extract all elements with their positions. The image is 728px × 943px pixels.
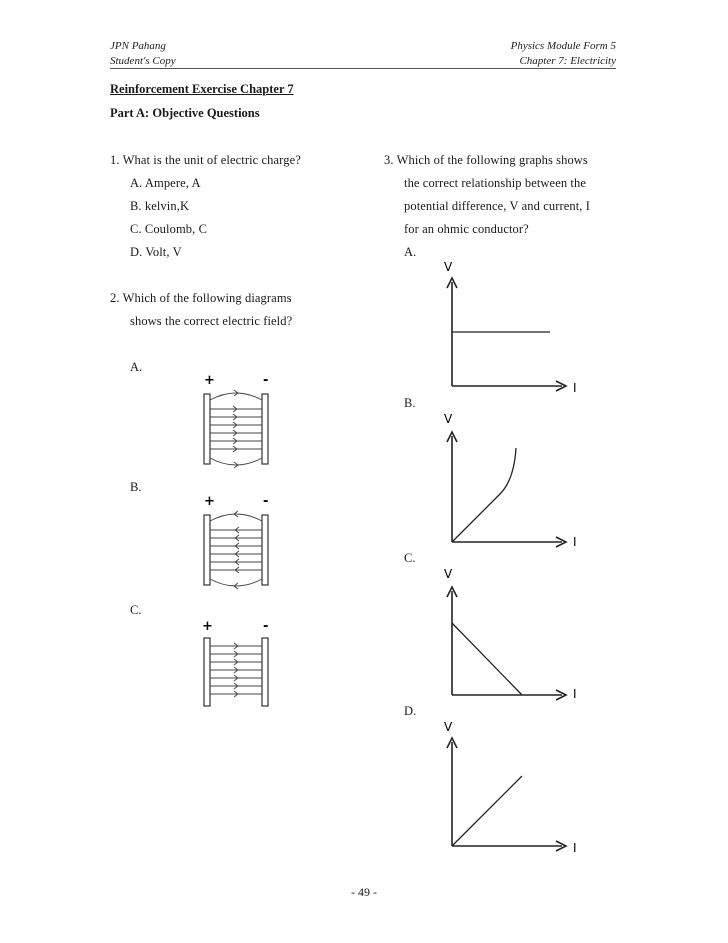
header-right-line1: Physics Module Form 5	[510, 40, 616, 52]
graph-c	[438, 565, 588, 700]
q3-stem-line3: potential difference, V and current, I	[404, 199, 591, 213]
q1-stem: 1. What is the unit of electric charge?	[110, 153, 301, 167]
minus-sign: -	[263, 494, 269, 509]
field-diagram-c	[196, 618, 286, 713]
page-number: - 49 -	[351, 885, 377, 899]
q3-stem-line2: the correct relationship between the	[404, 176, 586, 190]
q3-option-d-label: D.	[404, 704, 417, 718]
q2-option-c-label: C.	[130, 603, 142, 617]
y-axis-label: V	[444, 720, 453, 734]
part-title: Part A: Objective Questions	[110, 106, 260, 120]
x-axis-label: I	[573, 841, 577, 855]
graph-b	[438, 410, 588, 550]
graph-b-curve	[452, 448, 516, 542]
q3-stem-line4: for an ohmic conductor?	[404, 222, 529, 236]
q2-option-b-label: B.	[130, 480, 142, 494]
header-left-line2: Student's Copy	[110, 55, 176, 67]
q2-option-a-label: A.	[130, 360, 143, 374]
graph-a	[438, 258, 588, 398]
plus-sign: +	[204, 373, 215, 388]
exercise-title: Reinforcement Exercise Chapter 7	[110, 82, 294, 96]
q1-option-c: C. Coulomb, C	[130, 222, 208, 236]
minus-sign: -	[263, 619, 269, 634]
y-axis-label: V	[444, 567, 453, 581]
q2-stem-line2: shows the correct electric field?	[130, 314, 293, 328]
graph-c-line	[452, 623, 522, 695]
y-axis-label: V	[444, 260, 453, 274]
header-left-line1: JPN Pahang	[110, 40, 166, 52]
x-axis-label: I	[573, 687, 577, 701]
q3-option-c-label: C.	[404, 551, 416, 565]
field-diagram-a	[196, 372, 286, 472]
q2-stem-line1: 2. Which of the following diagrams	[110, 291, 292, 305]
q1-option-d: D. Volt, V	[130, 245, 182, 259]
graph-d	[438, 718, 588, 858]
y-axis-label: V	[444, 412, 453, 426]
header-right-line2: Chapter 7: Electricity	[519, 55, 616, 67]
x-axis-label: I	[573, 535, 577, 549]
header-divider	[110, 68, 616, 69]
x-axis-label: I	[573, 381, 577, 395]
q3-option-b-label: B.	[404, 396, 416, 410]
field-diagram-b	[196, 493, 286, 593]
plus-sign: +	[202, 619, 213, 634]
q1-option-b: B. kelvin,K	[130, 199, 190, 213]
minus-sign: -	[263, 373, 269, 388]
q1-option-a: A. Ampere, A	[130, 176, 201, 190]
graph-d-line	[452, 776, 522, 846]
q3-option-a-label: A.	[404, 245, 417, 259]
q3-stem-line1: 3. Which of the following graphs shows	[384, 153, 588, 167]
plus-sign: +	[204, 494, 215, 509]
